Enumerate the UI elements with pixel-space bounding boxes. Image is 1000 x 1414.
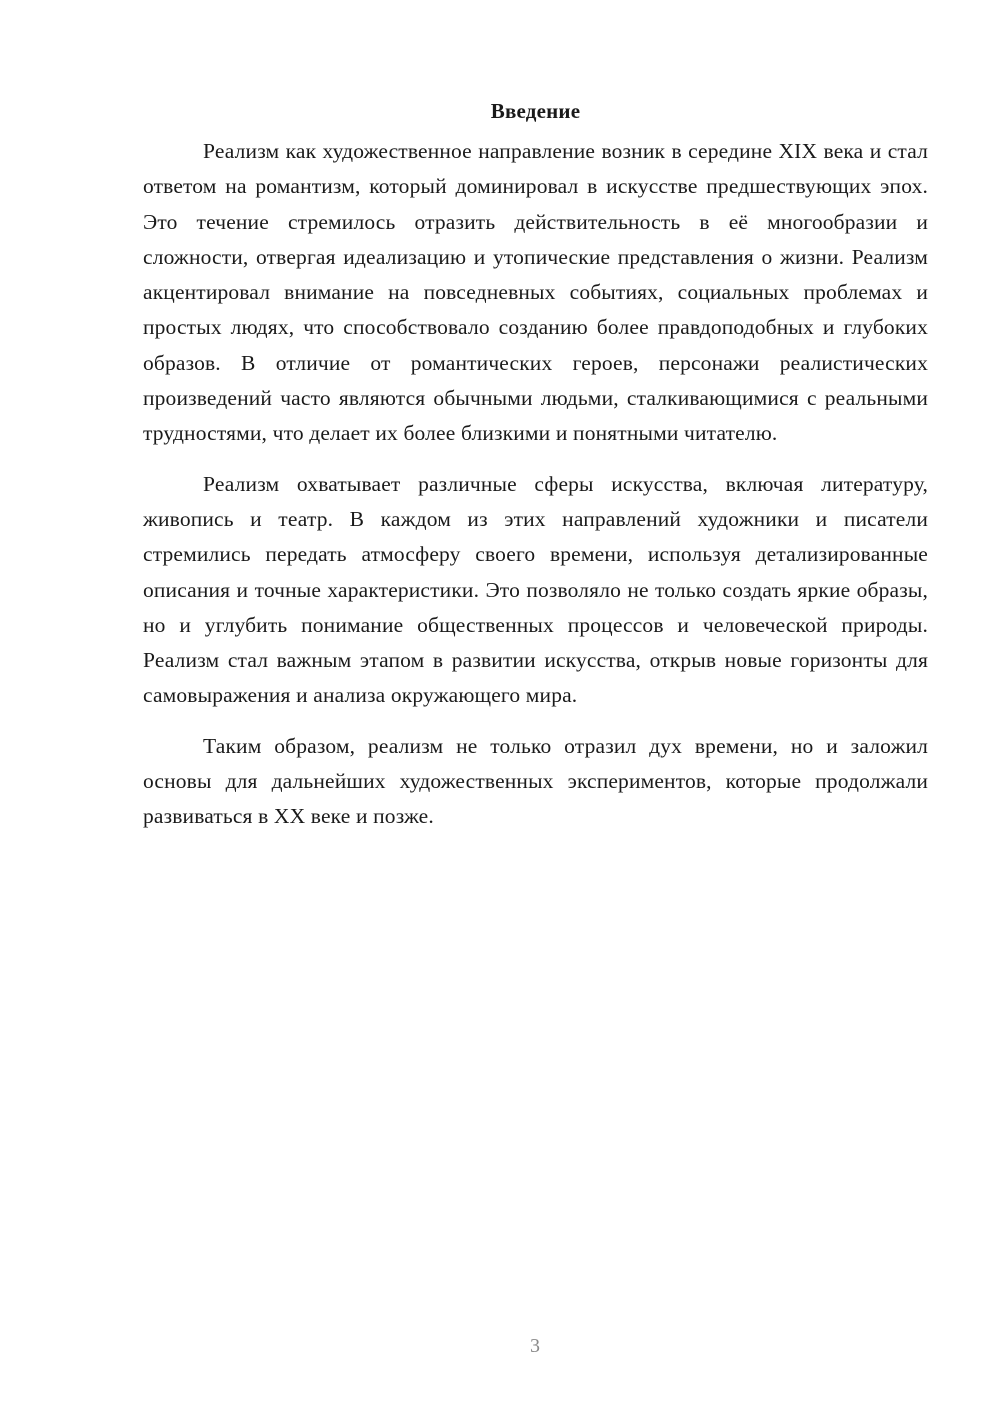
page-content [143, 92, 928, 850]
page-number: 3 [530, 1335, 540, 1357]
paragraph-3: Таким образом, реализм не только отразил дух времени, но и заложил основы для дальнейших художественных экспериментов, которые продолжали развиваться в XX веке и позже. [143, 733, 928, 829]
paragraph-1: Реализм как художественное направление возник в середине XIX века и стал ответом на романтизм, который доминировал в искусстве предшествующих эпох. Это течение стремилось отразить действительность в её многообразии и сложности, отвергая идеализацию и утопические представления о жизни. Реализм акцентировал внимание на повседневных событиях, социальных проблемах и простых людях, что способствовало созданию более правдоподобных и глубоких образов. В отличие от романтических героев, персонажи реалистических произведений часто являются обычными людьми, сталкивающимися с реальными трудностями, что делает их более близкими и понятными читателю. [143, 139, 928, 446]
section-heading: Введение [490, 99, 581, 123]
paragraph-2: Реализм охватывает различные сферы искусства, включая литературу, живопись и театр. В каждом из этих направлений художники и писатели стремились передать атмосферу своего времени, используя детализированные описания и точные характеристики. Это позволяло не только создать яркие образы, но и углубить понимание общественных процессов и человеческой природы. Реализм стал важным этапом в развитии искусства, открыв новые горизонты для самовыражения и анализа окружающего мира. [143, 471, 928, 708]
